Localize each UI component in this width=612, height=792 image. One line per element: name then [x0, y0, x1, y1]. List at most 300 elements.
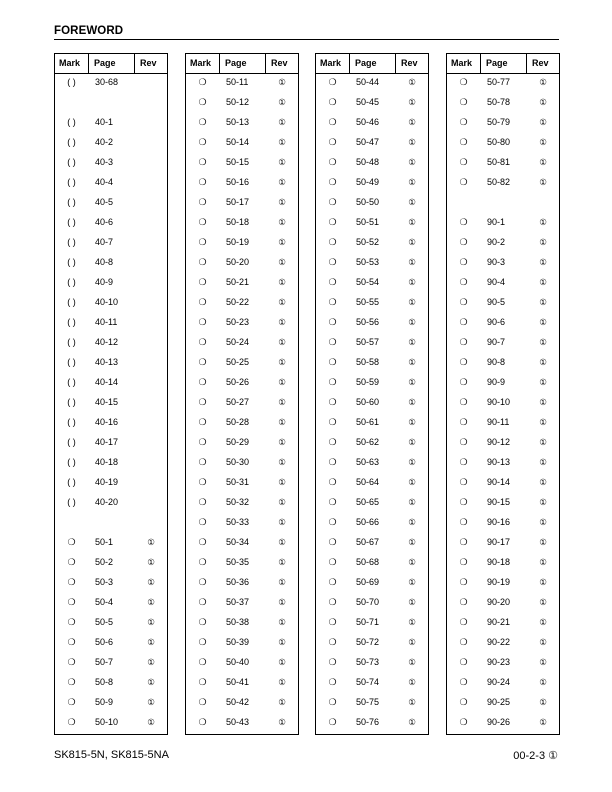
mark-cell: ❍ — [328, 197, 337, 207]
table-row — [316, 455, 428, 469]
mark-cell: ❍ — [198, 357, 207, 367]
header-divider — [88, 54, 89, 73]
rev-cell: ① — [147, 677, 155, 687]
table-row — [447, 335, 559, 349]
header-divider — [265, 54, 266, 73]
rev-cell: ① — [408, 537, 416, 547]
rev-cell: ① — [278, 657, 286, 667]
rev-cell: ① — [147, 577, 155, 587]
mark-cell: ❍ — [328, 257, 337, 267]
table-row — [55, 395, 167, 409]
mark-cell: ❍ — [67, 537, 76, 547]
page-cell: 90-4 — [487, 277, 506, 287]
page-cell: 50-42 — [226, 697, 250, 707]
mark-cell: ❍ — [459, 477, 468, 487]
mark-cell: ❍ — [198, 577, 207, 587]
page-cell: 50-2 — [95, 557, 114, 567]
mark-cell: ❍ — [198, 457, 207, 467]
page-cell: 90-15 — [487, 497, 511, 507]
table-row — [447, 415, 559, 429]
rev-cell: ① — [408, 337, 416, 347]
mark-cell: ❍ — [328, 237, 337, 247]
mark-cell: ❍ — [328, 577, 337, 587]
rev-cell: ① — [539, 497, 547, 507]
page-cell: 50-41 — [226, 677, 250, 687]
rev-cell: ① — [408, 357, 416, 367]
mark-cell: ( ) — [67, 457, 76, 467]
page-cell: 90-6 — [487, 317, 506, 327]
mark-cell: ( ) — [67, 177, 76, 187]
table-row — [186, 155, 298, 169]
header-rev: Rev — [401, 58, 418, 68]
mark-cell: ( ) — [67, 217, 76, 227]
page-cell: 50-71 — [356, 617, 380, 627]
mark-cell: ❍ — [328, 457, 337, 467]
page-cell: 50-68 — [356, 557, 380, 567]
mark-cell: ❍ — [459, 437, 468, 447]
rev-cell: ① — [147, 697, 155, 707]
table-row — [447, 575, 559, 589]
mark-cell: ❍ — [328, 437, 337, 447]
table-row — [55, 95, 167, 109]
page-cell: 40-17 — [95, 437, 119, 447]
page-cell: 50-21 — [226, 277, 250, 287]
table-row — [447, 355, 559, 369]
page-cell: 90-1 — [487, 217, 506, 227]
header-page: Page — [486, 58, 508, 68]
page-cell: 50-79 — [487, 117, 511, 127]
mark-cell: ( ) — [67, 477, 76, 487]
header-mark: Mark — [451, 58, 473, 68]
table-row — [55, 255, 167, 269]
table-row — [55, 435, 167, 449]
page-cell: 90-5 — [487, 297, 506, 307]
mark-cell: ❍ — [459, 97, 468, 107]
mark-cell: ❍ — [67, 697, 76, 707]
mark-cell: ( ) — [67, 117, 76, 127]
rev-cell: ① — [408, 417, 416, 427]
rev-cell: ① — [278, 397, 286, 407]
mark-cell: ❍ — [198, 97, 207, 107]
table-row — [316, 95, 428, 109]
table-row — [447, 295, 559, 309]
table-row — [447, 315, 559, 329]
mark-cell: ❍ — [198, 137, 207, 147]
rev-cell: ① — [408, 77, 416, 87]
table-row — [186, 655, 298, 669]
mark-cell: ❍ — [198, 437, 207, 447]
rev-cell: ① — [539, 477, 547, 487]
rev-cell: ① — [539, 237, 547, 247]
page-cell: 50-9 — [95, 697, 114, 707]
mark-cell: ❍ — [328, 477, 337, 487]
revision-table-3 — [315, 53, 429, 735]
rev-cell: ① — [278, 697, 286, 707]
mark-cell: ❍ — [67, 557, 76, 567]
rev-cell: ① — [539, 357, 547, 367]
header-divider — [480, 54, 481, 73]
page-cell: 50-80 — [487, 137, 511, 147]
rev-cell: ① — [408, 117, 416, 127]
table-row — [55, 155, 167, 169]
table-row — [186, 295, 298, 309]
rev-cell: ① — [408, 557, 416, 567]
table-row — [447, 595, 559, 609]
rev-cell: ① — [278, 217, 286, 227]
page-cell: 50-65 — [356, 497, 380, 507]
mark-cell: ❍ — [67, 717, 76, 727]
mark-cell: ❍ — [67, 597, 76, 607]
rev-cell: ① — [278, 577, 286, 587]
page-cell: 90-22 — [487, 637, 511, 647]
mark-cell: ❍ — [198, 197, 207, 207]
page-cell: 50-10 — [95, 717, 119, 727]
table-row — [186, 675, 298, 689]
header-rev: Rev — [140, 58, 157, 68]
rev-cell: ① — [408, 657, 416, 667]
rev-cell: ① — [408, 677, 416, 687]
table-row — [55, 595, 167, 609]
table-header — [186, 54, 298, 74]
header-mark: Mark — [190, 58, 212, 68]
rev-cell: ① — [539, 177, 547, 187]
rev-cell: ① — [147, 717, 155, 727]
page-cell: 50-32 — [226, 497, 250, 507]
page-cell: 50-30 — [226, 457, 250, 467]
page-cell: 50-31 — [226, 477, 250, 487]
page-cell: 50-19 — [226, 237, 250, 247]
page-cell: 90-20 — [487, 597, 511, 607]
mark-cell: ❍ — [198, 477, 207, 487]
table-row — [447, 115, 559, 129]
rev-cell: ① — [408, 277, 416, 287]
rev-cell: ① — [539, 297, 547, 307]
rev-cell: ① — [539, 717, 547, 727]
rev-cell: ① — [408, 597, 416, 607]
table-row — [186, 595, 298, 609]
mark-cell: ❍ — [198, 597, 207, 607]
mark-cell: ❍ — [459, 597, 468, 607]
rev-cell: ① — [278, 517, 286, 527]
mark-cell: ❍ — [328, 677, 337, 687]
table-row — [447, 275, 559, 289]
mark-cell: ❍ — [198, 297, 207, 307]
table-row — [447, 515, 559, 529]
table-row — [316, 475, 428, 489]
page-cell: 40-18 — [95, 457, 119, 467]
revision-table-2 — [185, 53, 299, 735]
rev-cell: ① — [278, 637, 286, 647]
table-row — [316, 155, 428, 169]
rev-cell: ① — [147, 537, 155, 547]
rev-cell: ① — [539, 257, 547, 267]
mark-cell: ❍ — [328, 177, 337, 187]
page-cell: 50-50 — [356, 197, 380, 207]
table-row — [316, 315, 428, 329]
table-row — [447, 75, 559, 89]
page-cell: 90-12 — [487, 437, 511, 447]
mark-cell: ❍ — [328, 337, 337, 347]
page-cell: 50-6 — [95, 637, 114, 647]
table-row — [186, 575, 298, 589]
mark-cell: ❍ — [328, 297, 337, 307]
table-row — [447, 195, 559, 209]
page-cell: 40-20 — [95, 497, 119, 507]
table-row — [447, 435, 559, 449]
header-mark: Mark — [320, 58, 342, 68]
table-row — [186, 715, 298, 729]
page-cell: 50-3 — [95, 577, 114, 587]
page-cell: 40-8 — [95, 257, 114, 267]
rev-cell: ① — [278, 257, 286, 267]
rev-cell: ① — [278, 477, 286, 487]
rev-cell: ① — [278, 337, 286, 347]
rev-cell: ① — [278, 597, 286, 607]
mark-cell: ❍ — [459, 557, 468, 567]
footer-page-number: 00-2-3 ① — [513, 750, 558, 762]
mark-cell: ( ) — [67, 377, 76, 387]
table-row — [447, 495, 559, 509]
table-row — [186, 115, 298, 129]
mark-cell: ( ) — [67, 397, 76, 407]
page-cell: 50-12 — [226, 97, 250, 107]
page-cell: 40-14 — [95, 377, 119, 387]
rev-cell: ① — [408, 477, 416, 487]
page-title: FOREWORD — [54, 25, 124, 37]
page-cell: 50-11 — [226, 77, 249, 87]
header-rev: Rev — [271, 58, 288, 68]
mark-cell: ❍ — [459, 277, 468, 287]
page-cell: 50-38 — [226, 617, 250, 627]
rev-cell: ① — [408, 497, 416, 507]
table-row — [186, 515, 298, 529]
rev-cell: ① — [278, 437, 286, 447]
mark-cell: ❍ — [328, 697, 337, 707]
rev-cell: ① — [539, 397, 547, 407]
mark-cell: ❍ — [198, 617, 207, 627]
table-row — [55, 175, 167, 189]
page-cell: 50-67 — [356, 537, 380, 547]
table-row — [55, 315, 167, 329]
page-cell: 50-4 — [95, 597, 114, 607]
table-row — [447, 635, 559, 649]
mark-cell: ( ) — [67, 157, 76, 167]
rev-cell: ① — [408, 637, 416, 647]
mark-cell: ❍ — [459, 457, 468, 467]
mark-cell: ❍ — [328, 597, 337, 607]
mark-cell: ❍ — [459, 497, 468, 507]
table-row — [447, 655, 559, 669]
rev-cell: ① — [408, 157, 416, 167]
page-cell: 50-52 — [356, 237, 380, 247]
mark-cell: ❍ — [459, 317, 468, 327]
table-row — [316, 435, 428, 449]
page-cell: 40-4 — [95, 177, 114, 187]
table-row — [186, 475, 298, 489]
page-cell: 50-28 — [226, 417, 250, 427]
mark-cell: ❍ — [328, 217, 337, 227]
page-cell: 50-46 — [356, 117, 380, 127]
mark-cell: ❍ — [198, 637, 207, 647]
page-cell: 50-45 — [356, 97, 380, 107]
header-mark: Mark — [59, 58, 81, 68]
page-cell: 50-69 — [356, 577, 380, 587]
rev-cell: ① — [539, 637, 547, 647]
page-cell: 50-56 — [356, 317, 380, 327]
rev-cell: ① — [539, 517, 547, 527]
table-row — [55, 555, 167, 569]
mark-cell: ❍ — [459, 297, 468, 307]
mark-cell: ❍ — [459, 417, 468, 427]
header-page: Page — [355, 58, 377, 68]
page-cell: 50-53 — [356, 257, 380, 267]
page-cell: 50-35 — [226, 557, 250, 567]
rev-cell: ① — [539, 677, 547, 687]
mark-cell: ❍ — [328, 277, 337, 287]
page-cell: 50-78 — [487, 97, 511, 107]
rev-cell: ① — [278, 717, 286, 727]
page-cell: 90-13 — [487, 457, 511, 467]
table-row — [316, 395, 428, 409]
rev-cell: ① — [539, 137, 547, 147]
rev-cell: ① — [408, 97, 416, 107]
page-cell: 90-16 — [487, 517, 511, 527]
table-row — [55, 655, 167, 669]
mark-cell: ( ) — [67, 77, 76, 87]
mark-cell: ( ) — [67, 297, 76, 307]
table-row — [186, 275, 298, 289]
header-rev: Rev — [532, 58, 549, 68]
table-row — [447, 95, 559, 109]
table-row — [316, 275, 428, 289]
table-row — [316, 215, 428, 229]
mark-cell: ❍ — [198, 237, 207, 247]
page-cell: 50-37 — [226, 597, 250, 607]
table-row — [55, 195, 167, 209]
page-cell: 50-60 — [356, 397, 380, 407]
rev-cell: ① — [408, 577, 416, 587]
rev-cell: ① — [539, 217, 547, 227]
table-row — [316, 135, 428, 149]
rev-cell: ① — [539, 317, 547, 327]
table-row — [186, 215, 298, 229]
table-row — [316, 555, 428, 569]
page-cell: 50-22 — [226, 297, 250, 307]
table-row — [55, 675, 167, 689]
page-cell: 50-61 — [356, 417, 380, 427]
rev-cell: ① — [147, 597, 155, 607]
page-cell: 50-17 — [226, 197, 250, 207]
page-cell: 50-25 — [226, 357, 250, 367]
header-page: Page — [225, 58, 247, 68]
table-row — [316, 295, 428, 309]
page-cell: 90-24 — [487, 677, 511, 687]
mark-cell: ❍ — [328, 717, 337, 727]
table-row — [447, 375, 559, 389]
rev-cell: ① — [408, 177, 416, 187]
table-row — [55, 375, 167, 389]
page-cell: 50-64 — [356, 477, 380, 487]
mark-cell: ❍ — [459, 77, 468, 87]
table-row — [186, 255, 298, 269]
table-row — [316, 615, 428, 629]
table-header — [316, 54, 428, 74]
page-cell: 50-34 — [226, 537, 250, 547]
mark-cell: ( ) — [67, 257, 76, 267]
rev-cell: ① — [147, 637, 155, 647]
table-row — [186, 395, 298, 409]
page-cell: 50-72 — [356, 637, 380, 647]
page-cell: 50-76 — [356, 717, 380, 727]
mark-cell: ❍ — [198, 697, 207, 707]
mark-cell: ❍ — [198, 277, 207, 287]
rev-cell: ① — [408, 137, 416, 147]
mark-cell: ( ) — [67, 357, 76, 367]
page-cell: 50-33 — [226, 517, 250, 527]
page-cell: 40-5 — [95, 197, 114, 207]
mark-cell: ❍ — [198, 657, 207, 667]
mark-cell: ❍ — [198, 117, 207, 127]
page-cell: 50-59 — [356, 377, 380, 387]
table-row — [55, 535, 167, 549]
table-row — [316, 715, 428, 729]
page-cell: 40-13 — [95, 357, 119, 367]
table-row — [55, 635, 167, 649]
header-divider — [134, 54, 135, 73]
page-cell: 50-58 — [356, 357, 380, 367]
rev-cell: ① — [408, 717, 416, 727]
table-row — [186, 195, 298, 209]
rev-cell: ① — [408, 217, 416, 227]
table-row — [55, 295, 167, 309]
page-cell: 90-8 — [487, 357, 506, 367]
rev-cell: ① — [408, 697, 416, 707]
page-cell: 40-6 — [95, 217, 114, 227]
table-row — [316, 575, 428, 589]
table-row — [186, 455, 298, 469]
page-cell: 50-63 — [356, 457, 380, 467]
mark-cell: ❍ — [459, 577, 468, 587]
mark-cell: ❍ — [459, 217, 468, 227]
mark-cell: ❍ — [459, 677, 468, 687]
table-row — [316, 695, 428, 709]
mark-cell: ❍ — [328, 397, 337, 407]
rev-cell: ① — [539, 457, 547, 467]
page-cell: 50-29 — [226, 437, 250, 447]
table-row — [316, 415, 428, 429]
mark-cell: ❍ — [328, 317, 337, 327]
table-row — [55, 715, 167, 729]
mark-cell: ❍ — [198, 397, 207, 407]
table-row — [447, 395, 559, 409]
rev-cell: ① — [408, 397, 416, 407]
rev-cell: ① — [278, 237, 286, 247]
mark-cell: ❍ — [328, 117, 337, 127]
page-cell: 40-19 — [95, 477, 119, 487]
rev-cell: ① — [278, 317, 286, 327]
page-cell: 90-7 — [487, 337, 506, 347]
mark-cell: ❍ — [459, 337, 468, 347]
table-row — [316, 255, 428, 269]
mark-cell: ❍ — [459, 657, 468, 667]
rev-cell: ① — [278, 417, 286, 427]
table-row — [447, 555, 559, 569]
rev-cell: ① — [539, 437, 547, 447]
page-cell: 50-49 — [356, 177, 380, 187]
page-cell: 50-43 — [226, 717, 250, 727]
mark-cell: ❍ — [328, 97, 337, 107]
table-row — [316, 655, 428, 669]
